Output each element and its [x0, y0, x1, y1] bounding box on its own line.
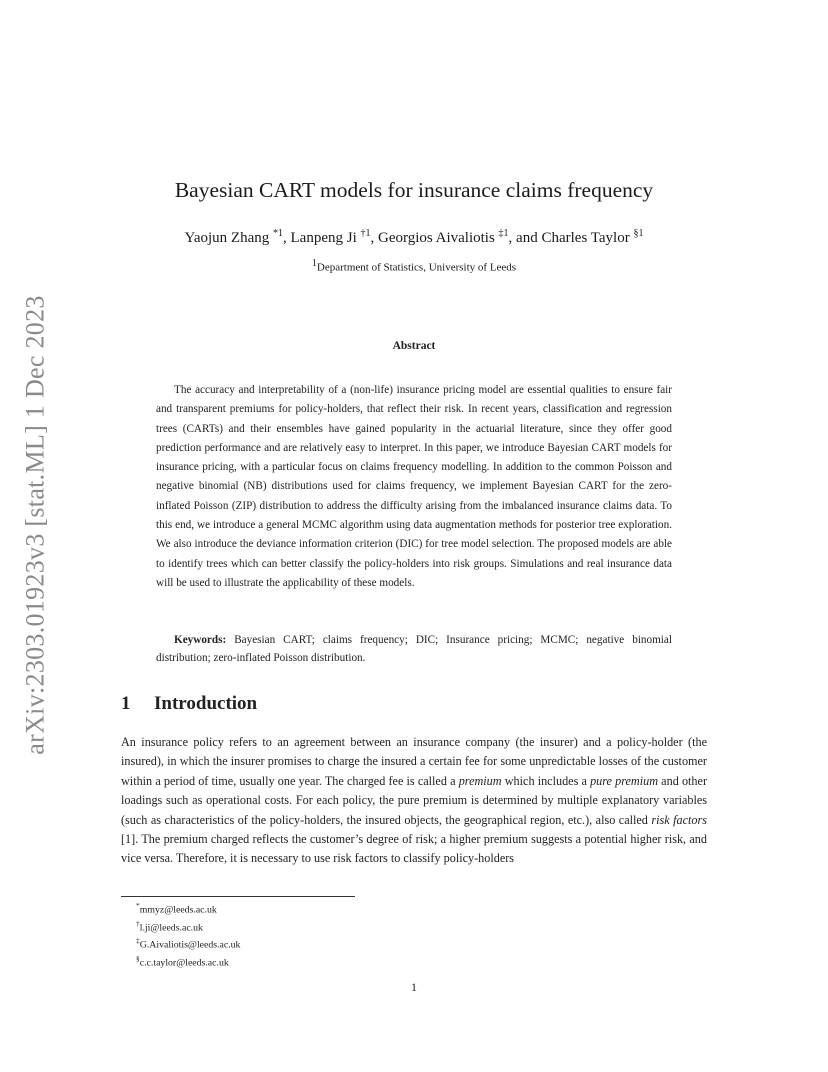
footnote: [136, 917, 536, 935]
intro-text: An insurance policy refers to an agreement between an insurance company (the insurer) and a policy-holder (the insured), in which the insurer promises to charge the insured a certain fee for some unpredictable losses of the customer within a period of time, usually one year. The charged fee is called a: [121, 735, 707, 788]
footnote-mark: *: [136, 901, 140, 910]
footnote-text: mmyz@leeds.ac.uk: [139, 904, 217, 916]
footnote: [136, 934, 536, 952]
section-number: 1: [121, 693, 131, 714]
intro-emphasis: risk factors: [651, 812, 707, 827]
footnote-text: c.c.taylor@leeds.ac.uk: [139, 956, 229, 968]
author-mark: ‡1: [498, 228, 509, 239]
abstract-heading: Abstract: [392, 340, 436, 352]
footnote-divider: [121, 896, 355, 897]
author-name: Lanpeng Ji: [290, 230, 361, 246]
footnote: [136, 952, 536, 970]
affiliation: [0, 258, 828, 274]
footnotes: [136, 899, 536, 969]
author-name: Georgios Aivaliotis: [377, 230, 499, 246]
author-list: [0, 228, 828, 247]
arxiv-stamp: [10, 285, 62, 765]
author-separator: ,: [283, 230, 291, 246]
footnote-mark: ‡: [136, 936, 140, 946]
footnote-text: l.ji@leeds.ac.uk: [139, 921, 203, 933]
intro-text: which includes a: [501, 773, 591, 788]
author-name: Charles Taylor: [541, 230, 634, 246]
section-heading: [121, 693, 721, 715]
intro-text: [1]. The premium charged reflects the customer’s degree of risk; a higher premium suggests a potential higher risk, and vice versa. Therefore, it is necessary to use risk factors to classify policy-holders: [121, 832, 707, 866]
abstract-body: The accuracy and interpretability of a (non-life) insurance pricing model are essential qualities to ensure fair and transparent premiums for policy-holders, that reflect their risk. In recent years, classification and regression trees (CARTs) and their ensembles have gained popularity in the actuarial literature, since they offer good prediction performance and are relatively easy to interpret. In this paper, we introduce Bayesian CART models for insurance pricing, with a particular focus on claims frequency modelling. In addition to the common Poisson and negative binomial (NB) distributions used for claims frequency, we implement Bayesian CART for the zero-inflated Poisson (ZIP) distribution to address the difficulty arising from the imbalanced insurance claims data. To this end, we introduce a general MCMC algorithm using data augmentation methods for posterior tree exploration. We also introduce the deviance information criterion (DIC) for tree model selection. The proposed models are able to identify trees which can better classify the policy-holders into risk groups. Simulations and real insurance data will be used to illustrate the applicability of these models.: [156, 384, 672, 589]
intro-paragraph: [121, 733, 707, 869]
page-number: 1: [411, 980, 417, 994]
footnote: [136, 899, 536, 917]
paper-title: Bayesian CART models for insurance claims frequency: [174, 178, 654, 202]
footnote-text: G.Aivaliotis@leeds.ac.uk: [139, 939, 241, 951]
section-title: Introduction: [154, 693, 258, 714]
intro-emphasis: premium: [458, 773, 502, 788]
keywords-label: Keywords:: [174, 634, 227, 646]
author-separator: ,: [370, 230, 378, 246]
author-separator: , and: [508, 230, 542, 246]
arxiv-id: arXiv:2303.01923v3 [stat.ML] 1 Dec 2023: [21, 295, 50, 755]
footnote-mark: †: [136, 918, 140, 928]
intro-emphasis: pure premium: [590, 773, 659, 788]
affiliation-text: Department of Statistics, University of Leeds: [316, 261, 517, 274]
footnote-mark: §: [136, 953, 140, 963]
keywords: [156, 631, 672, 667]
keywords-text: Bayesian CART; claims frequency; DIC; Insurance pricing; MCMC; negative binomial distribution; zero-inflated Poisson distribution.: [156, 634, 672, 664]
intro-text: and other loadings such as operational costs. For each policy, the pure premium is determined by multiple explanatory variables (such as characteristics of the policy-holders, the insured objects, the geographical region, etc.), also called: [121, 773, 707, 827]
author-mark: †1: [360, 228, 371, 239]
author-mark: §1: [633, 228, 644, 239]
author-name: Yaojun Zhang: [184, 230, 273, 246]
author-mark: *1: [273, 228, 283, 239]
affiliation-mark: 1: [311, 258, 317, 269]
